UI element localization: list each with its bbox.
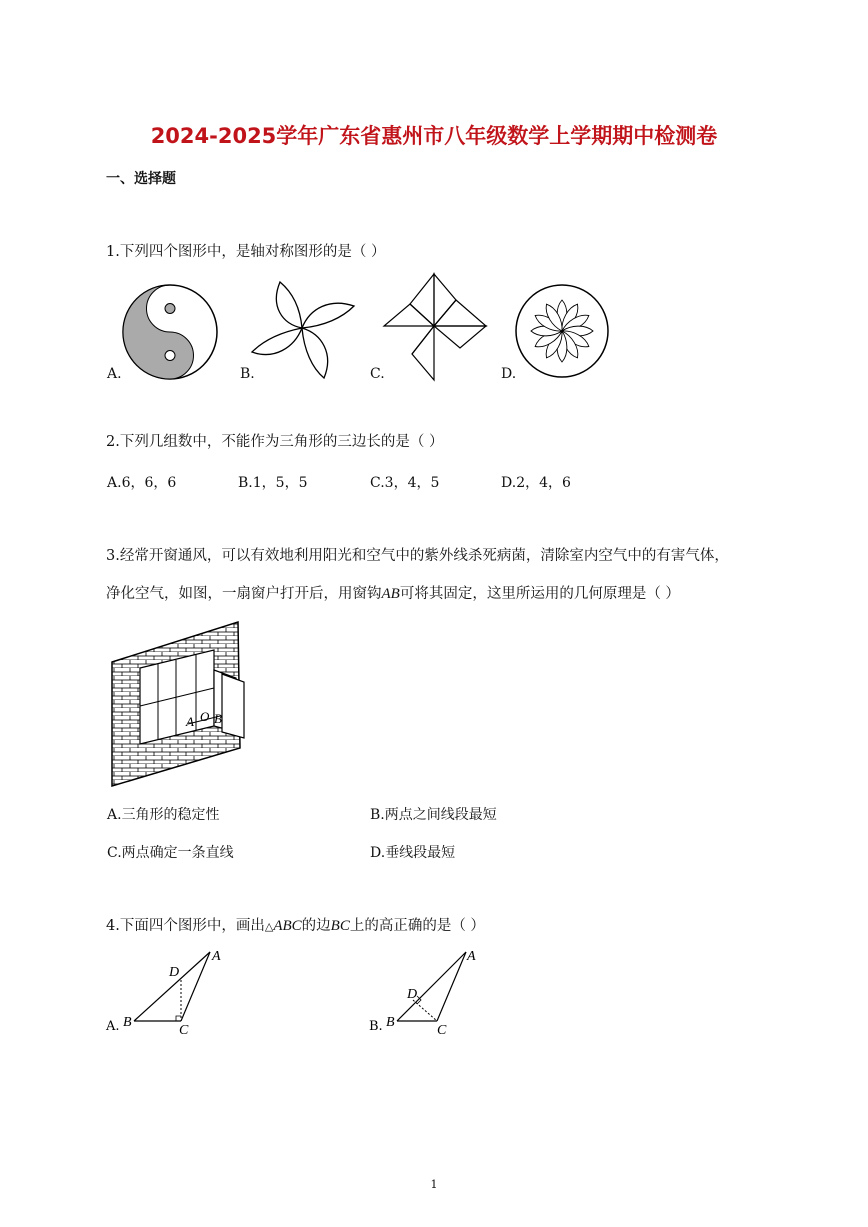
fig-label-a: A: [186, 714, 194, 729]
stem-variable: ABC: [273, 918, 302, 934]
q3-option-b[interactable]: [370, 804, 497, 824]
q4-figure-b: [369, 944, 499, 1038]
fig-label-a: A: [467, 949, 476, 964]
q4-stem: [106, 916, 485, 937]
stem-text: 净化空气，如图，一扇窗户打开后，用窗钩: [106, 586, 382, 602]
q3-option-d[interactable]: [370, 842, 455, 862]
fig-label-d: D: [169, 965, 180, 980]
window-figure: [110, 620, 246, 788]
q3-option-c[interactable]: [107, 842, 234, 862]
fig-label-b: B: [214, 711, 222, 726]
q2-option-d[interactable]: [501, 472, 571, 492]
option-value: 垂线段最短: [385, 845, 456, 861]
q2-option-b[interactable]: [238, 472, 307, 492]
triangle-symbol: △: [264, 920, 274, 933]
option-value: 两点之间线段最短: [384, 807, 497, 823]
option-label: A.: [107, 475, 122, 491]
q3-option-a[interactable]: [107, 804, 220, 824]
q1-option-d-label: D.: [501, 366, 517, 382]
option-value: 三角形的稳定性: [121, 807, 220, 823]
fig-option-label: B.: [369, 1019, 383, 1034]
pinwheel-triangles-icon: [384, 272, 488, 382]
page-title: 2024-2025学年广东省惠州市八年级数学上学期期中检测卷: [150, 124, 718, 148]
fig-label-c: C: [437, 1023, 447, 1038]
fig-label-o: O: [200, 709, 210, 724]
q1-stem: 1.下列四个图形中，是轴对称图形的是（ ）: [106, 244, 386, 260]
option-label: B.: [238, 475, 253, 491]
q3-stem-line1: 3.经常开窗通风，可以有效地利用阳光和空气中的紫外线杀死病菌，清除室内空气中的有害气体，: [106, 548, 729, 564]
option-value: 1，5，5: [252, 475, 308, 491]
q2-option-a[interactable]: [107, 472, 176, 492]
stem-text: 上的高正确的是（ ）: [349, 918, 485, 934]
q2-stem: 2.下列几组数中，不能作为三角形的三边长的是（ ）: [106, 434, 444, 450]
flower-circle-icon: [515, 284, 611, 380]
option-label: B.: [370, 807, 385, 823]
section-heading: 一、选择题: [106, 171, 176, 187]
fig-label-a: A: [212, 949, 221, 964]
page-number: 1: [430, 1178, 438, 1191]
fig-label-b: B: [386, 1015, 395, 1030]
stem-text: 4.下面四个图形中，画出: [106, 918, 265, 934]
q1-option-b-label: B.: [240, 366, 255, 382]
option-label: C.: [370, 475, 385, 491]
yin-yang-icon: [122, 284, 222, 384]
pinwheel-petals-icon: [252, 276, 356, 382]
option-label: D.: [370, 845, 386, 861]
option-value: 2，4，6: [516, 475, 571, 491]
fig-label-c: C: [179, 1023, 189, 1038]
q1-option-c-label: C.: [370, 366, 385, 382]
option-label: C.: [107, 845, 122, 861]
q3-stem-line2: [106, 584, 680, 604]
stem-text: 可将其固定，这里所运用的几何原理是（ ）: [399, 586, 680, 602]
option-value: 6，6，6: [121, 475, 177, 491]
stem-text: 的边: [301, 918, 331, 934]
q4-figure-a: [106, 944, 236, 1038]
fig-option-label: A.: [106, 1019, 120, 1034]
option-value: 3，4，5: [384, 475, 440, 491]
q2-option-c[interactable]: [370, 472, 439, 492]
q1-option-a-label: A.: [107, 366, 122, 382]
fig-label-b: B: [123, 1015, 132, 1030]
stem-variable: AB: [381, 586, 400, 602]
stem-variable: BC: [330, 918, 350, 934]
option-value: 两点确定一条直线: [121, 845, 234, 861]
option-label: A.: [107, 807, 122, 823]
option-label: D.: [501, 475, 517, 491]
fig-label-d: D: [407, 987, 418, 1002]
